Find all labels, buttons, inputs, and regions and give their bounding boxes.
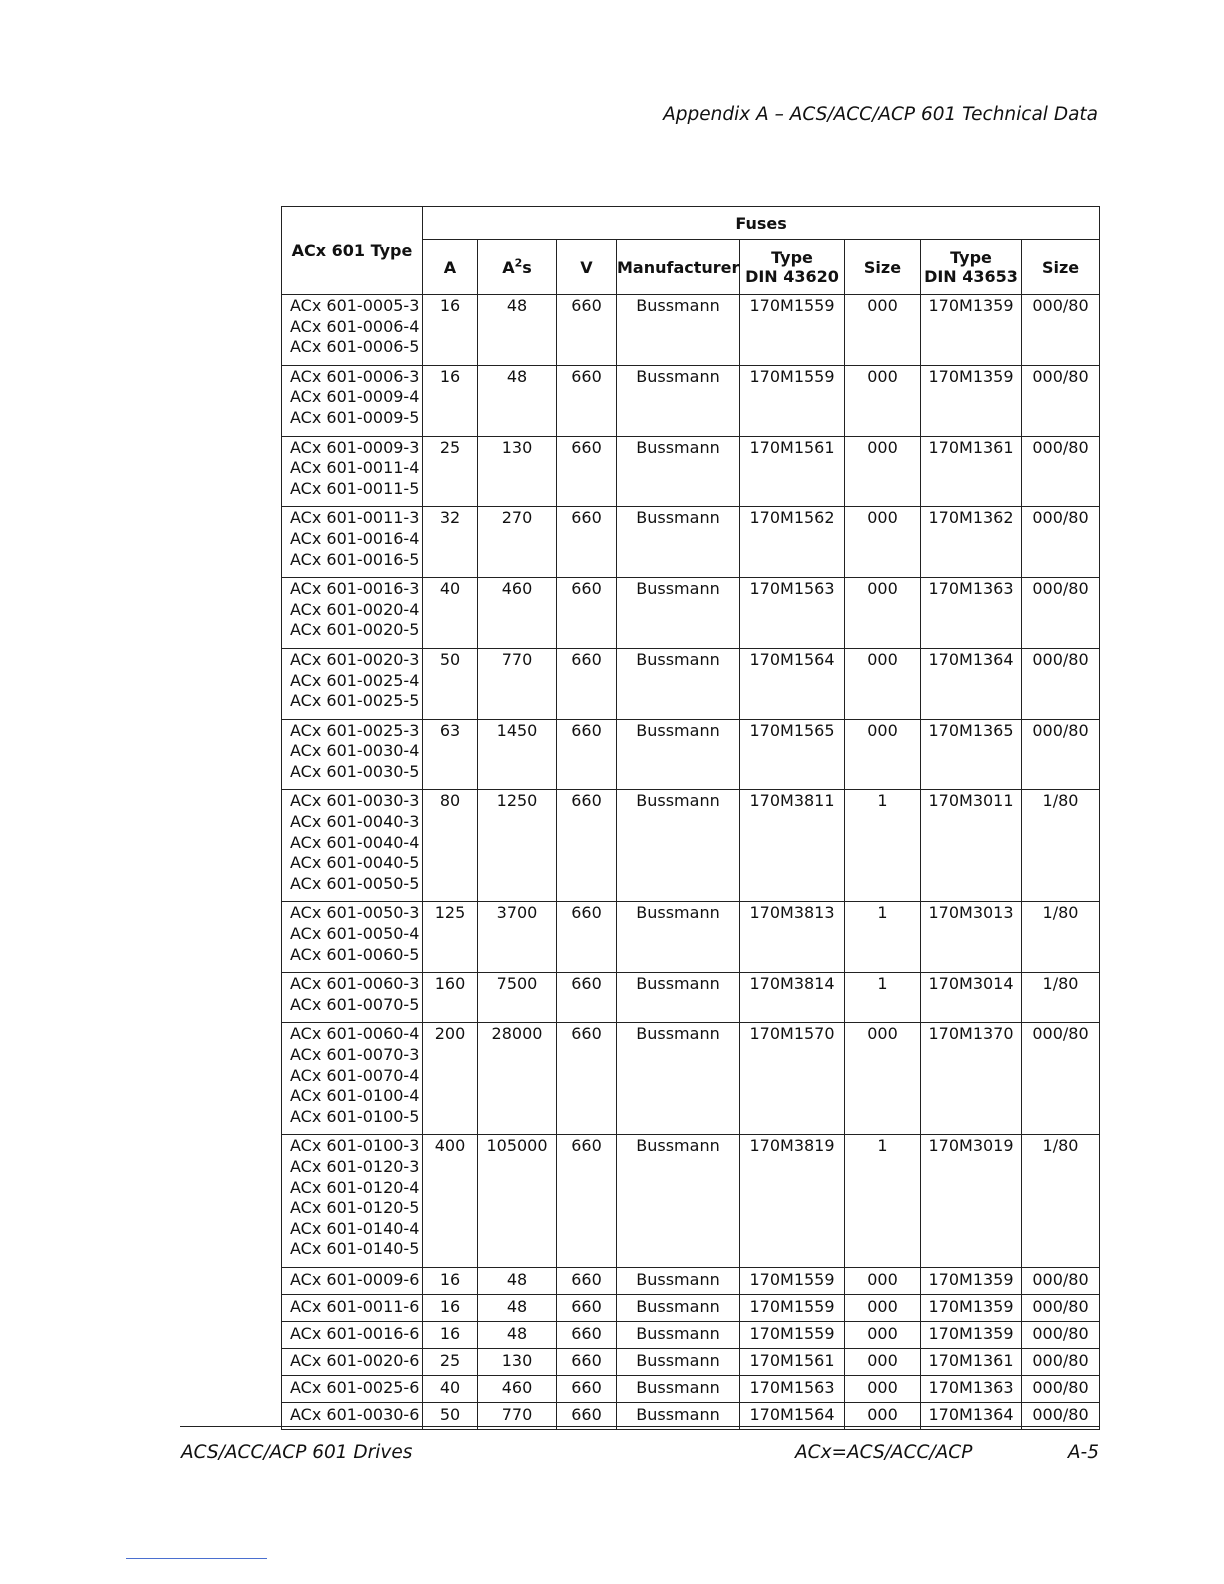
cell-type-din43620: 170M1565 bbox=[740, 719, 845, 790]
cell-a2s: 48 bbox=[478, 1321, 557, 1348]
cell-type-din43653: 170M1363 bbox=[921, 578, 1022, 649]
cell-drive-types bbox=[282, 1023, 423, 1135]
cell-type-din43620: 170M1561 bbox=[740, 436, 845, 507]
running-header: Appendix A – ACS/ACC/ACP 601 Technical Data bbox=[663, 104, 1098, 125]
cell-size-1: 000 bbox=[845, 365, 921, 436]
cell-manufacturer: Bussmann bbox=[617, 973, 740, 1023]
cell-type-din43653: 170M1359 bbox=[921, 1267, 1022, 1294]
table-row bbox=[282, 902, 1100, 973]
cell-size-2: 000/80 bbox=[1022, 1375, 1100, 1402]
cell-type-din43620: 170M1559 bbox=[740, 295, 845, 366]
cell-a: 50 bbox=[423, 648, 478, 719]
drive-type: ACx 601-0025-4 bbox=[290, 670, 420, 690]
cell-size-1: 1 bbox=[845, 973, 921, 1023]
cell-size-1: 000 bbox=[845, 1267, 921, 1294]
drive-type: ACx 601-0006-4 bbox=[290, 316, 420, 336]
cell-type-din43620: 170M1559 bbox=[740, 1267, 845, 1294]
table-row bbox=[282, 973, 1100, 1023]
table-row bbox=[282, 648, 1100, 719]
bottom-link-rule bbox=[126, 1558, 267, 1559]
drive-type: ACx 601-0025-6 bbox=[290, 1377, 420, 1397]
drive-type: ACx 601-0025-3 bbox=[290, 720, 420, 740]
cell-v: 660 bbox=[557, 436, 617, 507]
cell-manufacturer: Bussmann bbox=[617, 1267, 740, 1294]
cell-a2s: 28000 bbox=[478, 1023, 557, 1135]
cell-a2s: 48 bbox=[478, 365, 557, 436]
cell-a2s: 460 bbox=[478, 578, 557, 649]
cell-size-1: 1 bbox=[845, 1135, 921, 1268]
drive-type: ACx 601-0060-5 bbox=[290, 944, 420, 964]
cell-drive-types bbox=[282, 436, 423, 507]
cell-a: 40 bbox=[423, 1375, 478, 1402]
footer-note: ACx=ACS/ACC/ACP bbox=[795, 1442, 973, 1463]
cell-type-din43653: 170M1362 bbox=[921, 507, 1022, 578]
cell-size-1: 000 bbox=[845, 719, 921, 790]
col-group-fuses: Fuses bbox=[423, 207, 1100, 240]
drive-type: ACx 601-0011-4 bbox=[290, 458, 420, 478]
cell-a: 16 bbox=[423, 295, 478, 366]
cell-v: 660 bbox=[557, 1267, 617, 1294]
drive-type: ACx 601-0100-4 bbox=[290, 1086, 420, 1106]
cell-type-din43620: 170M1559 bbox=[740, 1321, 845, 1348]
drive-type: ACx 601-0006-5 bbox=[290, 337, 420, 357]
drive-type: ACx 601-0120-3 bbox=[290, 1156, 420, 1176]
cell-manufacturer: Bussmann bbox=[617, 365, 740, 436]
cell-size-2: 000/80 bbox=[1022, 365, 1100, 436]
cell-a: 16 bbox=[423, 1294, 478, 1321]
cell-size-1: 000 bbox=[845, 1402, 921, 1429]
cell-a: 16 bbox=[423, 1321, 478, 1348]
cell-drive-types bbox=[282, 365, 423, 436]
drive-type: ACx 601-0050-4 bbox=[290, 924, 420, 944]
cell-type-din43653: 170M1365 bbox=[921, 719, 1022, 790]
drive-type: ACx 601-0120-4 bbox=[290, 1177, 420, 1197]
cell-manufacturer: Bussmann bbox=[617, 719, 740, 790]
table-row bbox=[282, 1267, 1100, 1294]
cell-drive-types bbox=[282, 1135, 423, 1268]
cell-type-din43620: 170M1559 bbox=[740, 1294, 845, 1321]
table-row bbox=[282, 578, 1100, 649]
cell-type-din43620: 170M1563 bbox=[740, 578, 845, 649]
cell-a: 50 bbox=[423, 1402, 478, 1429]
cell-size-2: 000/80 bbox=[1022, 648, 1100, 719]
cell-size-1: 1 bbox=[845, 790, 921, 902]
drive-type: ACx 601-0040-3 bbox=[290, 812, 420, 832]
drive-type: ACx 601-0020-3 bbox=[290, 649, 420, 669]
drive-type: ACx 601-0060-3 bbox=[290, 974, 420, 994]
cell-size-2: 000/80 bbox=[1022, 1348, 1100, 1375]
drive-type: ACx 601-0009-5 bbox=[290, 407, 420, 427]
cell-size-1: 000 bbox=[845, 648, 921, 719]
cell-type-din43653: 170M3011 bbox=[921, 790, 1022, 902]
drive-type: ACx 601-0020-5 bbox=[290, 620, 420, 640]
cell-size-1: 000 bbox=[845, 436, 921, 507]
cell-size-2: 000/80 bbox=[1022, 1294, 1100, 1321]
table-row bbox=[282, 1294, 1100, 1321]
cell-drive-types bbox=[282, 1348, 423, 1375]
cell-type-din43653: 170M1361 bbox=[921, 1348, 1022, 1375]
footer-doc-title: ACS/ACC/ACP 601 Drives bbox=[181, 1442, 413, 1463]
cell-v: 660 bbox=[557, 902, 617, 973]
drive-type: ACx 601-0016-6 bbox=[290, 1323, 420, 1343]
cell-manufacturer: Bussmann bbox=[617, 578, 740, 649]
cell-v: 660 bbox=[557, 973, 617, 1023]
drive-type: ACx 601-0070-3 bbox=[290, 1045, 420, 1064]
cell-manufacturer: Bussmann bbox=[617, 902, 740, 973]
table-row bbox=[282, 719, 1100, 790]
cell-a2s: 130 bbox=[478, 436, 557, 507]
cell-type-din43653: 170M1359 bbox=[921, 1321, 1022, 1348]
cell-size-2: 000/80 bbox=[1022, 507, 1100, 578]
cell-a2s: 130 bbox=[478, 1348, 557, 1375]
table-row bbox=[282, 1348, 1100, 1375]
col-header-v: V bbox=[557, 240, 617, 295]
drive-type: ACx 601-0140-4 bbox=[290, 1218, 420, 1238]
cell-manufacturer: Bussmann bbox=[617, 1375, 740, 1402]
cell-type-din43653: 170M1370 bbox=[921, 1023, 1022, 1135]
cell-type-din43653: 170M3014 bbox=[921, 973, 1022, 1023]
cell-a2s: 48 bbox=[478, 1294, 557, 1321]
table-row bbox=[282, 365, 1100, 436]
col-header-type: ACx 601 Type bbox=[282, 207, 423, 295]
table-row bbox=[282, 436, 1100, 507]
cell-drive-types bbox=[282, 790, 423, 902]
drive-type: ACx 601-0011-6 bbox=[290, 1296, 420, 1316]
cell-size-1: 000 bbox=[845, 295, 921, 366]
cell-type-din43620: 170M1561 bbox=[740, 1348, 845, 1375]
drive-type: ACx 601-0030-5 bbox=[290, 761, 420, 781]
cell-type-din43653: 170M1364 bbox=[921, 648, 1022, 719]
cell-a2s: 1250 bbox=[478, 790, 557, 902]
drive-type: ACx 601-0006-3 bbox=[290, 366, 420, 386]
cell-manufacturer: Bussmann bbox=[617, 1135, 740, 1268]
cell-manufacturer: Bussmann bbox=[617, 295, 740, 366]
cell-manufacturer: Bussmann bbox=[617, 648, 740, 719]
cell-manufacturer: Bussmann bbox=[617, 1321, 740, 1348]
cell-type-din43620: 170M3814 bbox=[740, 973, 845, 1023]
col-header-type-din43653: Type DIN 43653 bbox=[921, 240, 1022, 295]
cell-size-2: 1/80 bbox=[1022, 790, 1100, 902]
cell-type-din43653: 170M1363 bbox=[921, 1375, 1022, 1402]
cell-a2s: 3700 bbox=[478, 902, 557, 973]
drive-type: ACx 601-0040-5 bbox=[290, 853, 420, 873]
cell-manufacturer: Bussmann bbox=[617, 1023, 740, 1135]
cell-manufacturer: Bussmann bbox=[617, 436, 740, 507]
cell-drive-types bbox=[282, 578, 423, 649]
cell-a: 25 bbox=[423, 1348, 478, 1375]
cell-drive-types bbox=[282, 902, 423, 973]
table-row bbox=[282, 790, 1100, 902]
cell-v: 660 bbox=[557, 578, 617, 649]
drive-type: ACx 601-0040-4 bbox=[290, 832, 420, 852]
cell-a: 200 bbox=[423, 1023, 478, 1135]
cell-type-din43653: 170M1361 bbox=[921, 436, 1022, 507]
cell-v: 660 bbox=[557, 507, 617, 578]
drive-type: ACx 601-0030-6 bbox=[290, 1404, 420, 1424]
footer-divider bbox=[180, 1426, 1100, 1427]
drive-type: ACx 601-0025-5 bbox=[290, 691, 420, 711]
cell-a: 16 bbox=[423, 1267, 478, 1294]
drive-type: ACx 601-0020-4 bbox=[290, 599, 420, 619]
cell-type-din43620: 170M1563 bbox=[740, 1375, 845, 1402]
cell-type-din43620: 170M1570 bbox=[740, 1023, 845, 1135]
cell-v: 660 bbox=[557, 1348, 617, 1375]
cell-v: 660 bbox=[557, 719, 617, 790]
drive-type: ACx 601-0009-6 bbox=[290, 1269, 420, 1289]
table-row bbox=[282, 1375, 1100, 1402]
cell-a2s: 270 bbox=[478, 507, 557, 578]
col-header-size-2: Size bbox=[1022, 240, 1100, 295]
fuse-table-body bbox=[282, 295, 1100, 1430]
cell-size-1: 000 bbox=[845, 578, 921, 649]
table-row bbox=[282, 1023, 1100, 1135]
cell-v: 660 bbox=[557, 790, 617, 902]
cell-size-2: 000/80 bbox=[1022, 295, 1100, 366]
col-header-a2s: $A^2s$ bbox=[478, 240, 557, 295]
cell-size-2: 1/80 bbox=[1022, 1135, 1100, 1268]
cell-type-din43653: 170M3013 bbox=[921, 902, 1022, 973]
cell-a2s: 105000 bbox=[478, 1135, 557, 1268]
cell-drive-types bbox=[282, 1294, 423, 1321]
drive-type: ACx 601-0016-5 bbox=[290, 549, 420, 569]
cell-a: 400 bbox=[423, 1135, 478, 1268]
cell-a2s: 1450 bbox=[478, 719, 557, 790]
cell-size-1: 000 bbox=[845, 1321, 921, 1348]
cell-v: 660 bbox=[557, 365, 617, 436]
cell-type-din43653: 170M1359 bbox=[921, 1294, 1022, 1321]
col-header-manufacturer: Manufacturer bbox=[617, 240, 740, 295]
cell-size-1: 000 bbox=[845, 1348, 921, 1375]
fuse-table bbox=[281, 206, 1100, 1430]
cell-a: 16 bbox=[423, 365, 478, 436]
cell-a2s: 770 bbox=[478, 648, 557, 719]
drive-type: ACx 601-0009-4 bbox=[290, 387, 420, 407]
cell-v: 660 bbox=[557, 1294, 617, 1321]
cell-a: 160 bbox=[423, 973, 478, 1023]
drive-type: ACx 601-0050-5 bbox=[290, 873, 420, 893]
cell-type-din43653: 170M1359 bbox=[921, 365, 1022, 436]
cell-type-din43620: 170M3811 bbox=[740, 790, 845, 902]
cell-a2s: 48 bbox=[478, 295, 557, 366]
drive-type: ACx 601-0016-4 bbox=[290, 528, 420, 548]
cell-manufacturer: Bussmann bbox=[617, 507, 740, 578]
cell-a: 125 bbox=[423, 902, 478, 973]
cell-size-1: 1 bbox=[845, 902, 921, 973]
cell-a: 63 bbox=[423, 719, 478, 790]
drive-type: ACx 601-0100-3 bbox=[290, 1136, 420, 1156]
drive-type: ACx 601-0016-3 bbox=[290, 579, 420, 599]
table-row bbox=[282, 295, 1100, 366]
cell-type-din43620: 170M1564 bbox=[740, 1402, 845, 1429]
drive-type: ACx 601-0030-3 bbox=[290, 791, 420, 811]
cell-type-din43620: 170M1559 bbox=[740, 365, 845, 436]
cell-size-2: 000/80 bbox=[1022, 719, 1100, 790]
cell-a: 32 bbox=[423, 507, 478, 578]
cell-size-2: 1/80 bbox=[1022, 902, 1100, 973]
cell-size-1: 000 bbox=[845, 1375, 921, 1402]
cell-v: 660 bbox=[557, 648, 617, 719]
cell-type-din43620: 170M1564 bbox=[740, 648, 845, 719]
cell-manufacturer: Bussmann bbox=[617, 1294, 740, 1321]
drive-type: ACx 601-0070-5 bbox=[290, 994, 420, 1014]
table-row bbox=[282, 1135, 1100, 1268]
cell-size-1: 000 bbox=[845, 1023, 921, 1135]
cell-manufacturer: Bussmann bbox=[617, 790, 740, 902]
drive-type: ACx 601-0011-5 bbox=[290, 478, 420, 498]
cell-a2s: 48 bbox=[478, 1267, 557, 1294]
cell-v: 660 bbox=[557, 1135, 617, 1268]
cell-size-2: 000/80 bbox=[1022, 1023, 1100, 1135]
cell-size-2: 000/80 bbox=[1022, 1267, 1100, 1294]
cell-drive-types bbox=[282, 648, 423, 719]
drive-type: ACx 601-0020-6 bbox=[290, 1350, 420, 1370]
cell-type-din43620: 170M3813 bbox=[740, 902, 845, 973]
drive-type: ACx 601-0005-3 bbox=[290, 296, 420, 315]
cell-drive-types bbox=[282, 1267, 423, 1294]
cell-size-2: 000/80 bbox=[1022, 1321, 1100, 1348]
cell-drive-types bbox=[282, 1321, 423, 1348]
cell-manufacturer: Bussmann bbox=[617, 1402, 740, 1429]
col-header-a: A bbox=[423, 240, 478, 295]
table-row bbox=[282, 1321, 1100, 1348]
cell-type-din43620: 170M1562 bbox=[740, 507, 845, 578]
table-row bbox=[282, 507, 1100, 578]
cell-drive-types bbox=[282, 719, 423, 790]
cell-size-1: 000 bbox=[845, 1294, 921, 1321]
drive-type: ACx 601-0030-4 bbox=[290, 741, 420, 761]
cell-type-din43653: 170M1359 bbox=[921, 295, 1022, 366]
cell-v: 660 bbox=[557, 1375, 617, 1402]
cell-a2s: 770 bbox=[478, 1402, 557, 1429]
cell-a: 25 bbox=[423, 436, 478, 507]
cell-size-2: 000/80 bbox=[1022, 436, 1100, 507]
col-header-type-din43620: Type DIN 43620 bbox=[740, 240, 845, 295]
cell-v: 660 bbox=[557, 1023, 617, 1135]
cell-drive-types bbox=[282, 507, 423, 578]
drive-type: ACx 601-0070-4 bbox=[290, 1065, 420, 1085]
drive-type: ACx 601-0060-4 bbox=[290, 1024, 420, 1044]
drive-type: ACx 601-0100-5 bbox=[290, 1106, 420, 1126]
cell-size-2: 000/80 bbox=[1022, 1402, 1100, 1429]
drive-type: ACx 601-0050-3 bbox=[290, 903, 420, 923]
drive-type: ACx 601-0009-3 bbox=[290, 437, 420, 457]
cell-a2s: 460 bbox=[478, 1375, 557, 1402]
cell-drive-types bbox=[282, 1375, 423, 1402]
cell-type-din43620: 170M3819 bbox=[740, 1135, 845, 1268]
cell-a: 80 bbox=[423, 790, 478, 902]
drive-type: ACx 601-0140-5 bbox=[290, 1239, 420, 1259]
cell-v: 660 bbox=[557, 1402, 617, 1429]
drive-type: ACx 601-0120-5 bbox=[290, 1198, 420, 1218]
page-number: A-5 bbox=[1067, 1442, 1099, 1463]
cell-drive-types bbox=[282, 295, 423, 366]
cell-manufacturer: Bussmann bbox=[617, 1348, 740, 1375]
cell-size-2: 000/80 bbox=[1022, 578, 1100, 649]
cell-type-din43653: 170M1364 bbox=[921, 1402, 1022, 1429]
cell-v: 660 bbox=[557, 1321, 617, 1348]
cell-size-2: 1/80 bbox=[1022, 973, 1100, 1023]
cell-size-1: 000 bbox=[845, 507, 921, 578]
col-header-size-1: Size bbox=[845, 240, 921, 295]
cell-type-din43653: 170M3019 bbox=[921, 1135, 1022, 1268]
cell-v: 660 bbox=[557, 295, 617, 366]
cell-a2s: 7500 bbox=[478, 973, 557, 1023]
drive-type: ACx 601-0011-3 bbox=[290, 508, 420, 528]
cell-a: 40 bbox=[423, 578, 478, 649]
cell-drive-types bbox=[282, 973, 423, 1023]
